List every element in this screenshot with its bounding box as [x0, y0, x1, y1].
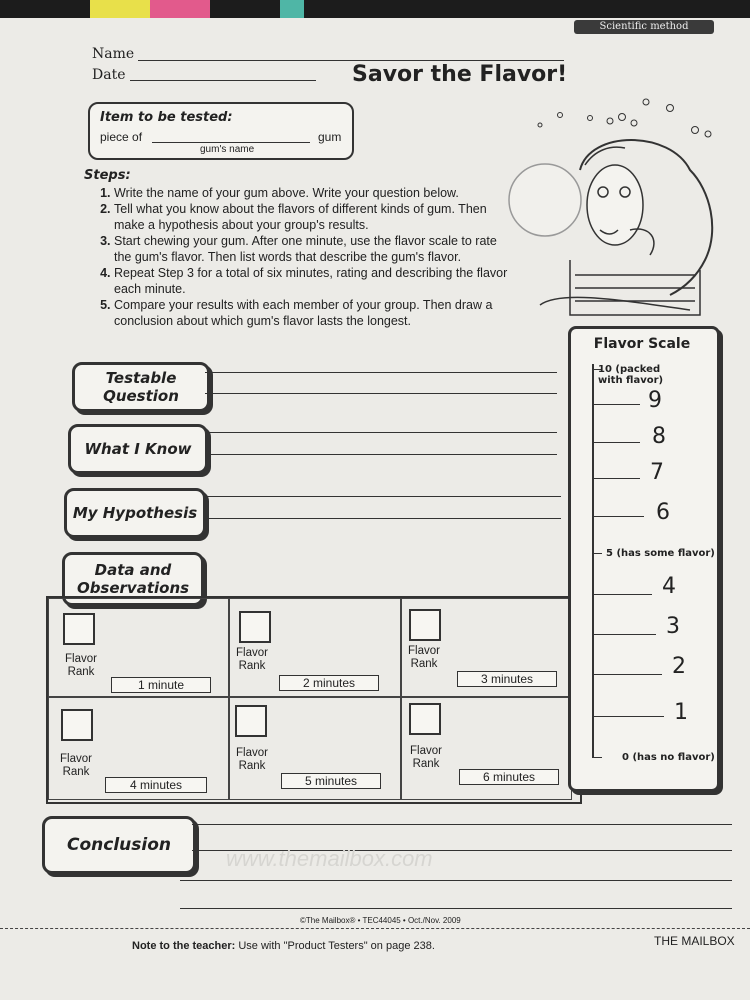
- handwritten-number: 8: [652, 424, 666, 449]
- hypothesis-line[interactable]: [203, 496, 561, 497]
- minute-label: 3 minutes: [457, 671, 557, 687]
- grid-cell[interactable]: [400, 598, 572, 698]
- name-label: Name: [92, 46, 135, 62]
- what-i-know-line[interactable]: [205, 454, 557, 455]
- step-item: 2. Tell what you know about the flavors of different kinds of gum. Then make a hypothesis about your group's results.: [114, 201, 514, 233]
- minute-label: 6 minutes: [459, 769, 559, 785]
- teacher-note-bold: Note to the teacher:: [132, 940, 236, 952]
- step-item: 1. Write the name of your gum above. Write your question below.: [114, 185, 514, 201]
- conclusion-line[interactable]: [180, 880, 732, 881]
- steps-section: [84, 168, 514, 329]
- flavor-rank-label: Flavor Rank: [60, 753, 92, 778]
- minute-label: 5 minutes: [281, 773, 381, 789]
- cut-line: [0, 928, 750, 929]
- scale-top-label: 10 (packed with flavor): [598, 364, 664, 386]
- girl-chewing-gum-illustration: [500, 130, 740, 330]
- question-line[interactable]: [205, 393, 557, 394]
- scale-bottom-label: 0 (has no flavor): [622, 752, 715, 763]
- sticky-note-pink: [150, 0, 210, 18]
- item-prefix: piece of: [100, 130, 143, 144]
- handwritten-number: 4: [662, 574, 676, 599]
- handwritten-number: 3: [666, 614, 680, 639]
- rank-box[interactable]: [61, 709, 93, 741]
- question-line[interactable]: [205, 372, 557, 373]
- steps-heading: Steps:: [84, 168, 131, 183]
- conclusion-line[interactable]: [180, 908, 732, 909]
- sticky-note-teal: [280, 0, 304, 18]
- item-to-be-tested-box: [88, 102, 354, 160]
- flavor-scale-title: Flavor Scale: [593, 336, 691, 352]
- scale-tick: [592, 553, 602, 554]
- background-desk: [0, 0, 750, 18]
- handwritten-number: 2: [672, 654, 686, 679]
- minute-label: 4 minutes: [105, 777, 207, 793]
- scale-tick: [592, 516, 644, 517]
- gum-name-line[interactable]: [152, 142, 310, 143]
- scale-tick: [592, 594, 652, 595]
- scale-tick: [592, 757, 602, 758]
- minute-label: 1 minute: [111, 677, 211, 693]
- date-line[interactable]: [130, 80, 316, 81]
- scale-axis: [592, 364, 594, 758]
- my-hypothesis-label: My Hypothesis: [64, 488, 206, 538]
- what-i-know-label: What I Know: [68, 424, 208, 474]
- grid-cell[interactable]: [228, 598, 402, 698]
- sticky-note-yellow: [90, 0, 150, 18]
- page-title: Savor the Flavor!: [352, 62, 568, 87]
- scale-tick: [592, 404, 640, 405]
- rank-box[interactable]: [409, 609, 441, 641]
- step-item: 4. Repeat Step 3 for a total of six minutes, rating and describing the flavor each minute.: [114, 265, 514, 297]
- item-heading: Item to be tested:: [100, 110, 233, 125]
- teacher-note-text: Use with "Product Testers" on page 238.: [238, 940, 435, 952]
- watermark: www.themailbox.com: [226, 846, 433, 871]
- flavor-scale-panel: [568, 326, 720, 792]
- flavor-rank-label: Flavor Rank: [65, 653, 97, 678]
- handwritten-number: 7: [650, 460, 664, 485]
- teacher-note: [132, 940, 435, 952]
- scale-tick: [592, 634, 656, 635]
- grid-cell[interactable]: [228, 696, 402, 800]
- name-line[interactable]: [138, 60, 564, 61]
- copyright-text: ©The Mailbox® • TEC44045 • Oct./Nov. 2009: [300, 916, 461, 925]
- scientific-method-badge: Scientific method: [574, 20, 714, 34]
- step-item: 3. Start chewing your gum. After one minute, use the flavor scale to rate the gum's flavor. Then list words that describe the gum's flavor.: [114, 233, 514, 265]
- flavor-rank-label: Flavor Rank: [408, 645, 440, 670]
- scale-tick: [592, 716, 664, 717]
- scale-mid-label: 5 (has some flavor): [606, 548, 715, 559]
- data-observations-label: Data and Observations: [62, 552, 204, 606]
- date-label: Date: [92, 67, 126, 83]
- hypothesis-line[interactable]: [203, 518, 561, 519]
- gum-name-caption: gum's name: [200, 144, 255, 155]
- rank-box[interactable]: [63, 613, 95, 645]
- handwritten-number: 1: [674, 700, 688, 725]
- scale-tick: [592, 478, 640, 479]
- grid-cell[interactable]: [48, 696, 230, 800]
- handwritten-number: 6: [656, 500, 670, 525]
- what-i-know-line[interactable]: [205, 432, 557, 433]
- conclusion-line[interactable]: [192, 824, 732, 825]
- conclusion-label: Conclusion: [42, 816, 196, 874]
- grid-cell[interactable]: [48, 598, 230, 698]
- step-item: 5. Compare your results with each member of your group. Then draw a conclusion about which gum's flavor lasts the longest.: [114, 297, 514, 329]
- item-suffix: gum: [318, 130, 342, 144]
- flavor-rank-label: Flavor Rank: [410, 745, 442, 770]
- rank-box[interactable]: [235, 705, 267, 737]
- flavor-rank-label: Flavor Rank: [236, 747, 268, 772]
- minute-label: 2 minutes: [279, 675, 379, 691]
- scale-tick: [592, 674, 662, 675]
- flavor-rank-label: Flavor Rank: [236, 647, 268, 672]
- grid-cell[interactable]: [400, 696, 572, 800]
- testable-question-label: Testable Question: [72, 362, 210, 412]
- rank-box[interactable]: [239, 611, 271, 643]
- scale-tick: [592, 442, 640, 443]
- handwritten-number: 9: [648, 388, 662, 413]
- brand-logo: THE MAILBOX: [654, 934, 735, 948]
- rank-box[interactable]: [409, 703, 441, 735]
